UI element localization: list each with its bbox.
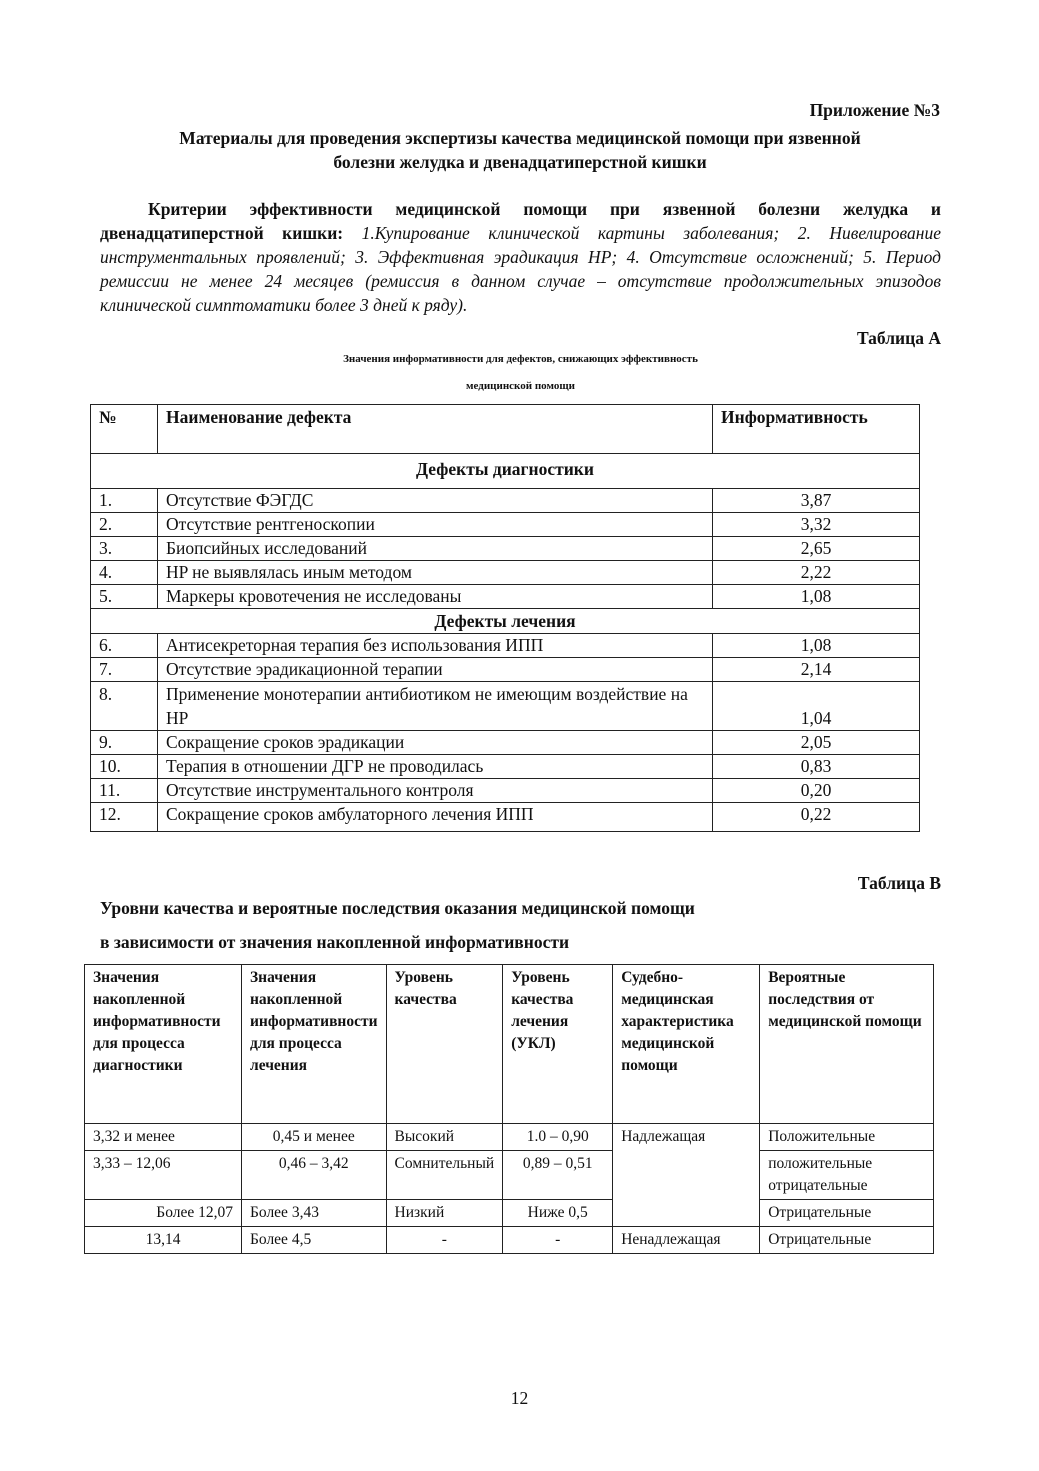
cell-diagnostics: 3,32 и менее xyxy=(85,1124,242,1151)
row-value: 3,87 xyxy=(713,489,920,513)
table-b-header-row xyxy=(85,965,934,1124)
row-defect-name: Применение монотерапии антибиотиком не имеющим воздействие на HP xyxy=(158,682,713,731)
cell-treatment: Более 4,5 xyxy=(242,1227,387,1254)
cell-treatment: Более 3,43 xyxy=(242,1200,387,1227)
table-a-caption-line-2: медицинской помощи xyxy=(466,380,575,392)
row-value: 3,32 xyxy=(713,513,920,537)
header-informativity: Информативность xyxy=(713,405,920,454)
table-row xyxy=(91,779,920,803)
cell-quality: - xyxy=(386,1227,503,1254)
row-number: 1. xyxy=(91,489,158,513)
cell-consequences: Отрицательные xyxy=(760,1227,934,1254)
row-value: 1,04 xyxy=(713,682,920,731)
row-defect-name: Отсутствие эрадикационной терапии xyxy=(158,658,713,682)
row-value: 2,05 xyxy=(713,731,920,755)
header-treatment-informativity: Значения накопленной информативности для процесса лечения xyxy=(242,965,387,1124)
table-b-title-line-1: Уровни качества и вероятные последствия оказания медицинской помощи xyxy=(100,898,695,918)
table-row xyxy=(91,658,920,682)
cell-quality: Низкий xyxy=(386,1200,503,1227)
row-number: 8. xyxy=(91,682,158,731)
row-value: 1,08 xyxy=(713,585,920,609)
document-title-line-2: болезни желудка и двенадцатиперстной кишки xyxy=(333,152,707,172)
row-defect-name: HP не выявлялась иным методом xyxy=(158,561,713,585)
header-defect-name: Наименование дефекта xyxy=(158,405,713,454)
criteria-heading: Критерии эффективности медицинской помощи при язвенной болезни желудка и двенадцатиперстной кишки: xyxy=(100,199,941,243)
row-defect-name: Сокращение сроков амбулаторного лечения ИПП xyxy=(158,803,713,832)
header-diagnostics-informativity: Значения накопленной информативности для процесса диагностики xyxy=(85,965,242,1124)
row-defect-name: Отсутствие рентгеноскопии xyxy=(158,513,713,537)
table-row xyxy=(91,513,920,537)
table-b-title-line-2: в зависимости от значения накопленной информативности xyxy=(100,932,570,952)
row-number: 2. xyxy=(91,513,158,537)
section-treatment: Дефекты лечения xyxy=(91,609,920,634)
table-row xyxy=(91,731,920,755)
table-row xyxy=(91,561,920,585)
section-row-treatment xyxy=(91,609,920,634)
row-defect-name: Отсутствие ФЭГДС xyxy=(158,489,713,513)
criteria-paragraph xyxy=(100,197,941,317)
row-number: 7. xyxy=(91,658,158,682)
cell-quality: Высокий xyxy=(386,1124,503,1151)
row-defect-name: Отсутствие инструментального контроля xyxy=(158,779,713,803)
row-defect-name: Маркеры кровотечения не исследованы xyxy=(158,585,713,609)
row-number: 10. xyxy=(91,755,158,779)
header-probable-consequences: Вероятные последствия от медицинской помощи xyxy=(760,965,934,1124)
row-defect-name: Терапия в отношении ДГР не проводилась xyxy=(158,755,713,779)
row-defect-name: Антисекреторная терапия без использования ИПП xyxy=(158,634,713,658)
cell-quality: Сомнительный xyxy=(386,1151,503,1200)
header-treatment-quality-level: Уровень качества лечения (УКЛ) xyxy=(503,965,613,1124)
cell-forensic: Надлежащая xyxy=(613,1124,760,1227)
header-quality-level: Уровень качества xyxy=(386,965,503,1124)
cell-treatment: 0,45 и менее xyxy=(242,1124,387,1151)
row-number: 9. xyxy=(91,731,158,755)
row-value: 0,20 xyxy=(713,779,920,803)
cell-diagnostics: Более 12,07 xyxy=(85,1200,242,1227)
table-row xyxy=(91,682,920,731)
document-title xyxy=(95,126,945,174)
row-value: 2,14 xyxy=(713,658,920,682)
section-diagnostics: Дефекты диагностики xyxy=(91,454,920,489)
row-number: 11. xyxy=(91,779,158,803)
row-value: 1,08 xyxy=(713,634,920,658)
cell-consequences: Отрицательные xyxy=(760,1200,934,1227)
table-row xyxy=(91,755,920,779)
cell-ukl: 0,89 – 0,51 xyxy=(503,1151,613,1200)
table-row xyxy=(85,1200,934,1227)
cell-consequences: положительные отрицательные xyxy=(760,1151,934,1200)
table-a-label: Таблица А xyxy=(856,328,941,348)
cell-forensic: Ненадлежащая xyxy=(613,1227,760,1254)
cell-treatment: 0,46 – 3,42 xyxy=(242,1151,387,1200)
row-number: 5. xyxy=(91,585,158,609)
row-value: 2,65 xyxy=(713,537,920,561)
header-forensic-characteristic: Судебно-медицинская характеристика медицинской помощи xyxy=(613,965,760,1124)
quality-levels-table xyxy=(84,964,934,1254)
row-value: 2,22 xyxy=(713,561,920,585)
table-row xyxy=(85,1227,934,1254)
cell-consequences: Положительные xyxy=(760,1124,934,1151)
table-a-header-row xyxy=(91,405,920,454)
appendix-label: Приложение №3 xyxy=(809,100,940,120)
table-row xyxy=(85,1124,934,1151)
table-row xyxy=(91,537,920,561)
table-a-caption-line-1: Значения информативности для дефектов, снижающих эффективность xyxy=(343,353,698,365)
row-defect-name: Биопсийных исследований xyxy=(158,537,713,561)
row-value: 0,83 xyxy=(713,755,920,779)
cell-diagnostics: 3,33 – 12,06 xyxy=(85,1151,242,1200)
table-row xyxy=(85,1151,934,1200)
table-row xyxy=(91,489,920,513)
table-row xyxy=(91,803,920,832)
table-row xyxy=(91,585,920,609)
row-number: 3. xyxy=(91,537,158,561)
cell-diagnostics: 13,14 xyxy=(85,1227,242,1254)
defects-table xyxy=(90,404,920,832)
page-number: 12 xyxy=(510,1388,529,1408)
row-number: 6. xyxy=(91,634,158,658)
table-row xyxy=(91,634,920,658)
row-number: 4. xyxy=(91,561,158,585)
cell-ukl: - xyxy=(503,1227,613,1254)
table-b-label: Таблица В xyxy=(857,873,941,893)
row-defect-name: Сокращение сроков эрадикации xyxy=(158,731,713,755)
criteria-text: 1.Купирование клинической картины заболевания; 2. Нивелирование инструментальных проявлений; 3. Эффективная эрадикация HP; 4. Отсутствие осложнений; 5. Период ремиссии не менее 24 месяцев (ремиссия в данном случае – отсутствие продолжительных эпизодов клинической симптоматики более 3 дней к ряду). xyxy=(100,223,941,315)
row-number: 12. xyxy=(91,803,158,832)
cell-ukl: Ниже 0,5 xyxy=(503,1200,613,1227)
cell-ukl: 1.0 – 0,90 xyxy=(503,1124,613,1151)
document-title-line-1: Материалы для проведения экспертизы качества медицинской помощи при язвенной xyxy=(179,128,861,148)
section-row-diagnostics xyxy=(91,454,920,489)
header-number: № xyxy=(91,405,158,454)
row-value: 0,22 xyxy=(713,803,920,832)
